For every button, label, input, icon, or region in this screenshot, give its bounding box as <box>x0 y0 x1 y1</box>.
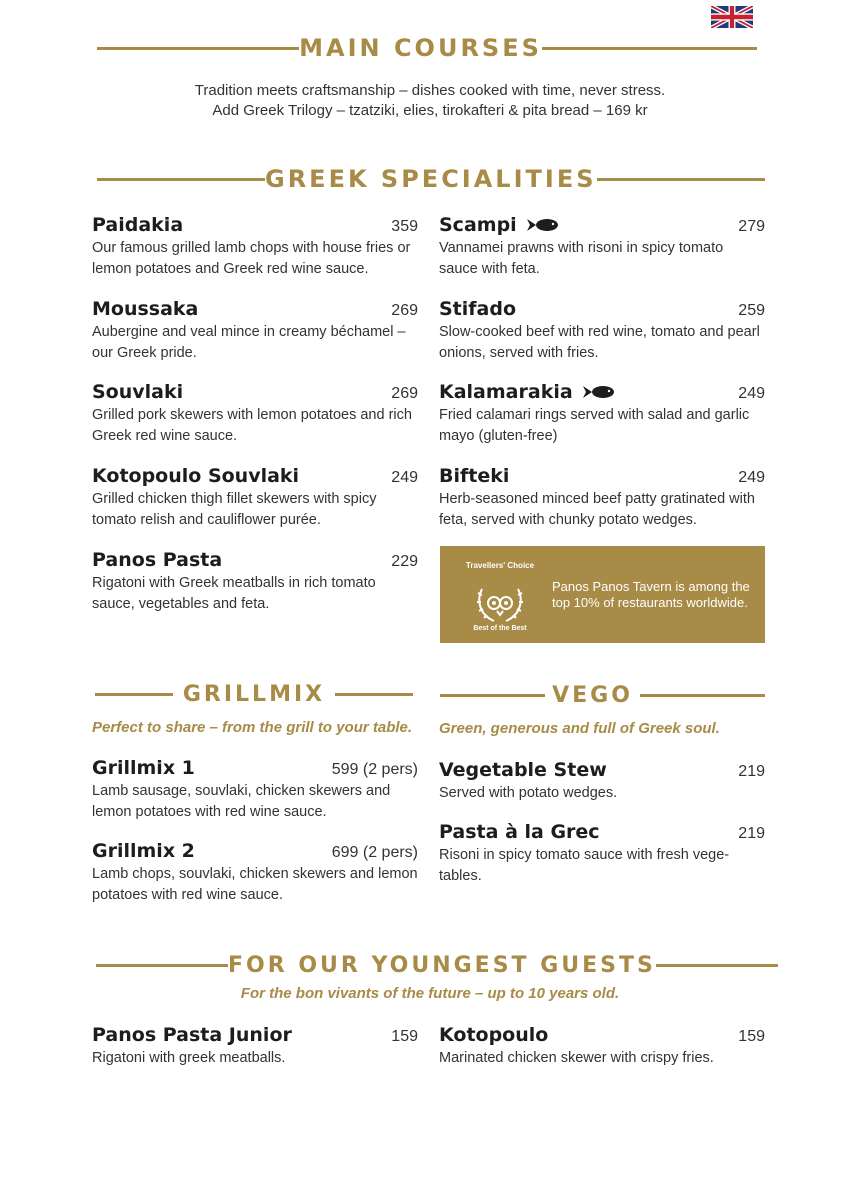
item-price: 269 <box>391 385 418 402</box>
divider <box>96 964 228 967</box>
travellers-choice-logo <box>462 555 538 635</box>
menu-item <box>439 1024 765 1069</box>
divider <box>542 47 757 50</box>
item-description: Aubergine and veal mince in creamy béchamel – our Greek pride. <box>92 324 406 361</box>
menu-item <box>439 381 765 447</box>
item-price: 599 (2 pers) <box>331 761 418 778</box>
menu-item <box>92 549 418 615</box>
section-tagline: Green, generous and full of Greek soul. <box>439 720 720 737</box>
menu-item <box>92 757 418 823</box>
item-name: Stifado <box>439 298 517 320</box>
vego-header <box>440 683 765 708</box>
fish-icon <box>527 217 559 233</box>
youngest-guests-header <box>96 953 762 978</box>
item-price: 279 <box>738 218 765 235</box>
menu-item <box>439 759 765 804</box>
item-name: Scampi <box>439 214 517 236</box>
item-price: 229 <box>391 553 418 570</box>
item-description: Lamb chops, souvlaki, chicken skewers and lemon potatoes with red wine sauce. <box>92 866 418 903</box>
item-name: Souvlaki <box>92 381 184 403</box>
menu-item <box>92 298 418 364</box>
menu-item <box>92 214 418 280</box>
divider <box>335 693 413 696</box>
logo-title: Travellers' Choice <box>465 560 535 570</box>
uk-flag-icon[interactable] <box>711 6 753 28</box>
item-description: Grilled chicken thigh fillet skewers with spicy tomato relish and cauliflower purée. <box>92 491 377 528</box>
item-description: Lamb sausage, souvlaki, chicken skewers and lemon potatoes with red wine sauce. <box>92 783 391 820</box>
item-description: Slow-cooked beef with red wine, tomato and pearl onions, served with fries. <box>439 324 760 361</box>
menu-item <box>92 840 418 906</box>
item-name: Pasta à la Grec <box>439 821 600 843</box>
travellers-choice-badge <box>440 546 765 643</box>
item-description: Served with potato wedges. <box>439 785 618 801</box>
item-price: 269 <box>391 302 418 319</box>
item-price: 359 <box>391 218 418 235</box>
item-price: 159 <box>391 1028 418 1045</box>
item-price: 249 <box>738 469 765 486</box>
menu-item <box>439 214 765 280</box>
section-heading: FOR OUR YOUNGEST GUESTS <box>228 953 656 978</box>
item-name: Moussaka <box>92 298 199 320</box>
item-price: 259 <box>738 302 765 319</box>
section-heading: MAIN COURSES <box>299 34 542 62</box>
intro-line: Tradition meets craftsmanship – dishes cooked with time, never stress. <box>194 82 666 99</box>
item-price: 219 <box>738 825 765 842</box>
greek-specialities-header <box>97 165 760 193</box>
item-description: Risoni in spicy tomato sauce with fresh vege-tables. <box>439 847 730 884</box>
logo-subtitle: Best of the Best <box>473 624 527 632</box>
item-price: 249 <box>738 385 765 402</box>
divider <box>597 178 765 181</box>
item-description: Grilled pork skewers with lemon potatoes and rich Greek red wine sauce. <box>92 407 412 444</box>
main-courses-header <box>97 34 757 62</box>
item-name: Kalamarakia <box>439 381 573 403</box>
divider <box>97 47 299 50</box>
item-name: Paidakia <box>92 214 184 236</box>
item-name: Kotopoulo Souvlaki <box>92 465 300 487</box>
item-description: Our famous grilled lamb chops with house fries or lemon potatoes and Greek red wine sauce. <box>92 240 411 277</box>
divider <box>440 694 545 697</box>
item-description: Rigatoni with greek meatballs. <box>92 1050 286 1066</box>
item-name: Panos Pasta <box>92 549 223 571</box>
item-price: 249 <box>391 469 418 486</box>
menu-item <box>439 298 765 364</box>
item-description: Fried calamari rings served with salad and garlic mayo (gluten-free) <box>439 407 750 444</box>
item-description: Herb-seasoned minced beef patty gratinated with feta, served with chunky potato wedges. <box>439 491 755 528</box>
divider <box>656 964 778 967</box>
item-name: Grillmix 1 <box>92 757 195 779</box>
item-name: Grillmix 2 <box>92 840 195 862</box>
award-text: Panos Panos Tavern is among the top 10% of restaurants worldwide. <box>552 578 750 610</box>
section-heading: GRILLMIX <box>182 682 326 707</box>
menu-item <box>92 1024 418 1069</box>
item-price: 699 (2 pers) <box>331 844 418 861</box>
section-heading: VEGO <box>552 683 633 708</box>
menu-item <box>439 821 765 887</box>
item-description: Rigatoni with Greek meatballs in rich tomato sauce, vegetables and feta. <box>92 575 376 612</box>
item-description: Vannamei prawns with risoni in spicy tomato sauce with feta. <box>439 240 724 277</box>
divider <box>97 178 265 181</box>
intro-text <box>0 81 860 121</box>
item-price: 219 <box>738 763 765 780</box>
item-name: Bifteki <box>439 465 510 487</box>
section-tagline: Perfect to share – from the grill to your table. <box>92 719 413 736</box>
fish-icon <box>583 384 615 400</box>
item-description: Marinated chicken skewer with crispy fries. <box>439 1050 714 1066</box>
item-name: Panos Pasta Junior <box>92 1024 292 1046</box>
item-name: Kotopoulo <box>439 1024 549 1046</box>
item-name: Vegetable Stew <box>439 759 607 781</box>
menu-item <box>92 381 418 447</box>
owl-laurel-icon <box>476 583 524 625</box>
menu-item <box>439 465 765 531</box>
divider <box>640 694 765 697</box>
section-tagline: For the bon vivants of the future – up to 10 years old. <box>240 985 620 1002</box>
item-price: 159 <box>738 1028 765 1045</box>
divider <box>95 693 173 696</box>
intro-line: Add Greek Trilogy – tzatziki, elies, tirokafteri & pita bread – 169 kr <box>212 102 648 119</box>
section-heading: GREEK SPECIALITIES <box>265 165 597 193</box>
menu-item <box>92 465 418 531</box>
grillmix-header <box>95 682 413 707</box>
